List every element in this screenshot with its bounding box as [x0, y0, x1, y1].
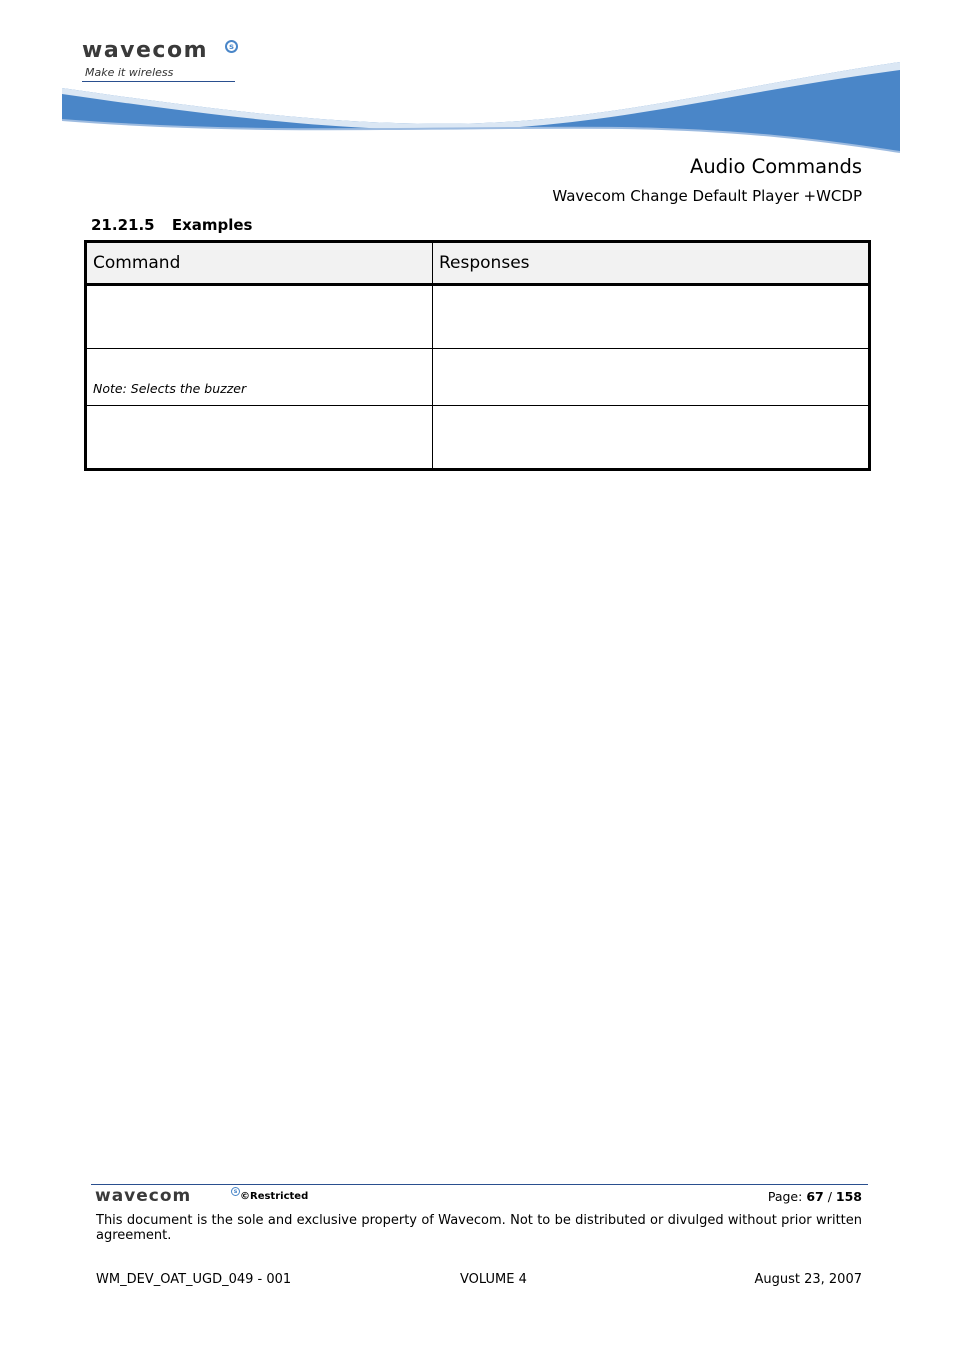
header-swoosh-graphic [62, 54, 900, 154]
page-separator: / [827, 1189, 832, 1204]
footer-logo [95, 1186, 309, 1206]
response-cell [433, 349, 870, 406]
document-date: August 23, 2007 [754, 1272, 862, 1287]
subsection-heading [91, 216, 252, 234]
page-number [768, 1189, 862, 1204]
chapter-title: Audio Commands [689, 155, 862, 178]
command-note: Note: Selects the buzzer [93, 381, 247, 396]
table-row [86, 349, 870, 406]
restricted-label: ©Restricted [240, 1191, 309, 1202]
footer-divider [91, 1184, 868, 1185]
footer-logo-swirl-icon: s [231, 1187, 240, 1196]
subsection-number: 21.21.5 [91, 216, 155, 234]
column-header-responses: Responses [433, 242, 870, 285]
table-row [86, 406, 870, 470]
logo-swirl-icon: s [225, 40, 238, 53]
page-label: Page: [767, 1189, 803, 1204]
logo-tagline: Make it wireless [85, 66, 174, 79]
table-row [86, 285, 870, 349]
document-reference: WM_DEV_OAT_UGD_049 - 001 [96, 1272, 292, 1287]
command-cell [86, 285, 433, 349]
volume-label: VOLUME 4 [460, 1272, 527, 1287]
page-total: 158 [835, 1189, 862, 1204]
page-current: 67 [806, 1189, 824, 1204]
logo-wordmark: wavecom [82, 38, 209, 63]
command-cell [86, 406, 433, 470]
column-header-command: Command [86, 242, 433, 285]
footer-logo-wordmark: wavecom [95, 1186, 192, 1206]
command-cell [86, 349, 433, 406]
response-cell [433, 406, 870, 470]
section-title: Wavecom Change Default Player +WCDP [552, 187, 862, 205]
table-header-row [86, 242, 870, 285]
examples-table [84, 240, 871, 471]
subsection-title: Examples [171, 216, 253, 234]
response-cell [433, 285, 870, 349]
footer-disclaimer: This document is the sole and exclusive property of Wavecom. Not to be distributed or divulged without prior written agreement. [96, 1213, 862, 1243]
